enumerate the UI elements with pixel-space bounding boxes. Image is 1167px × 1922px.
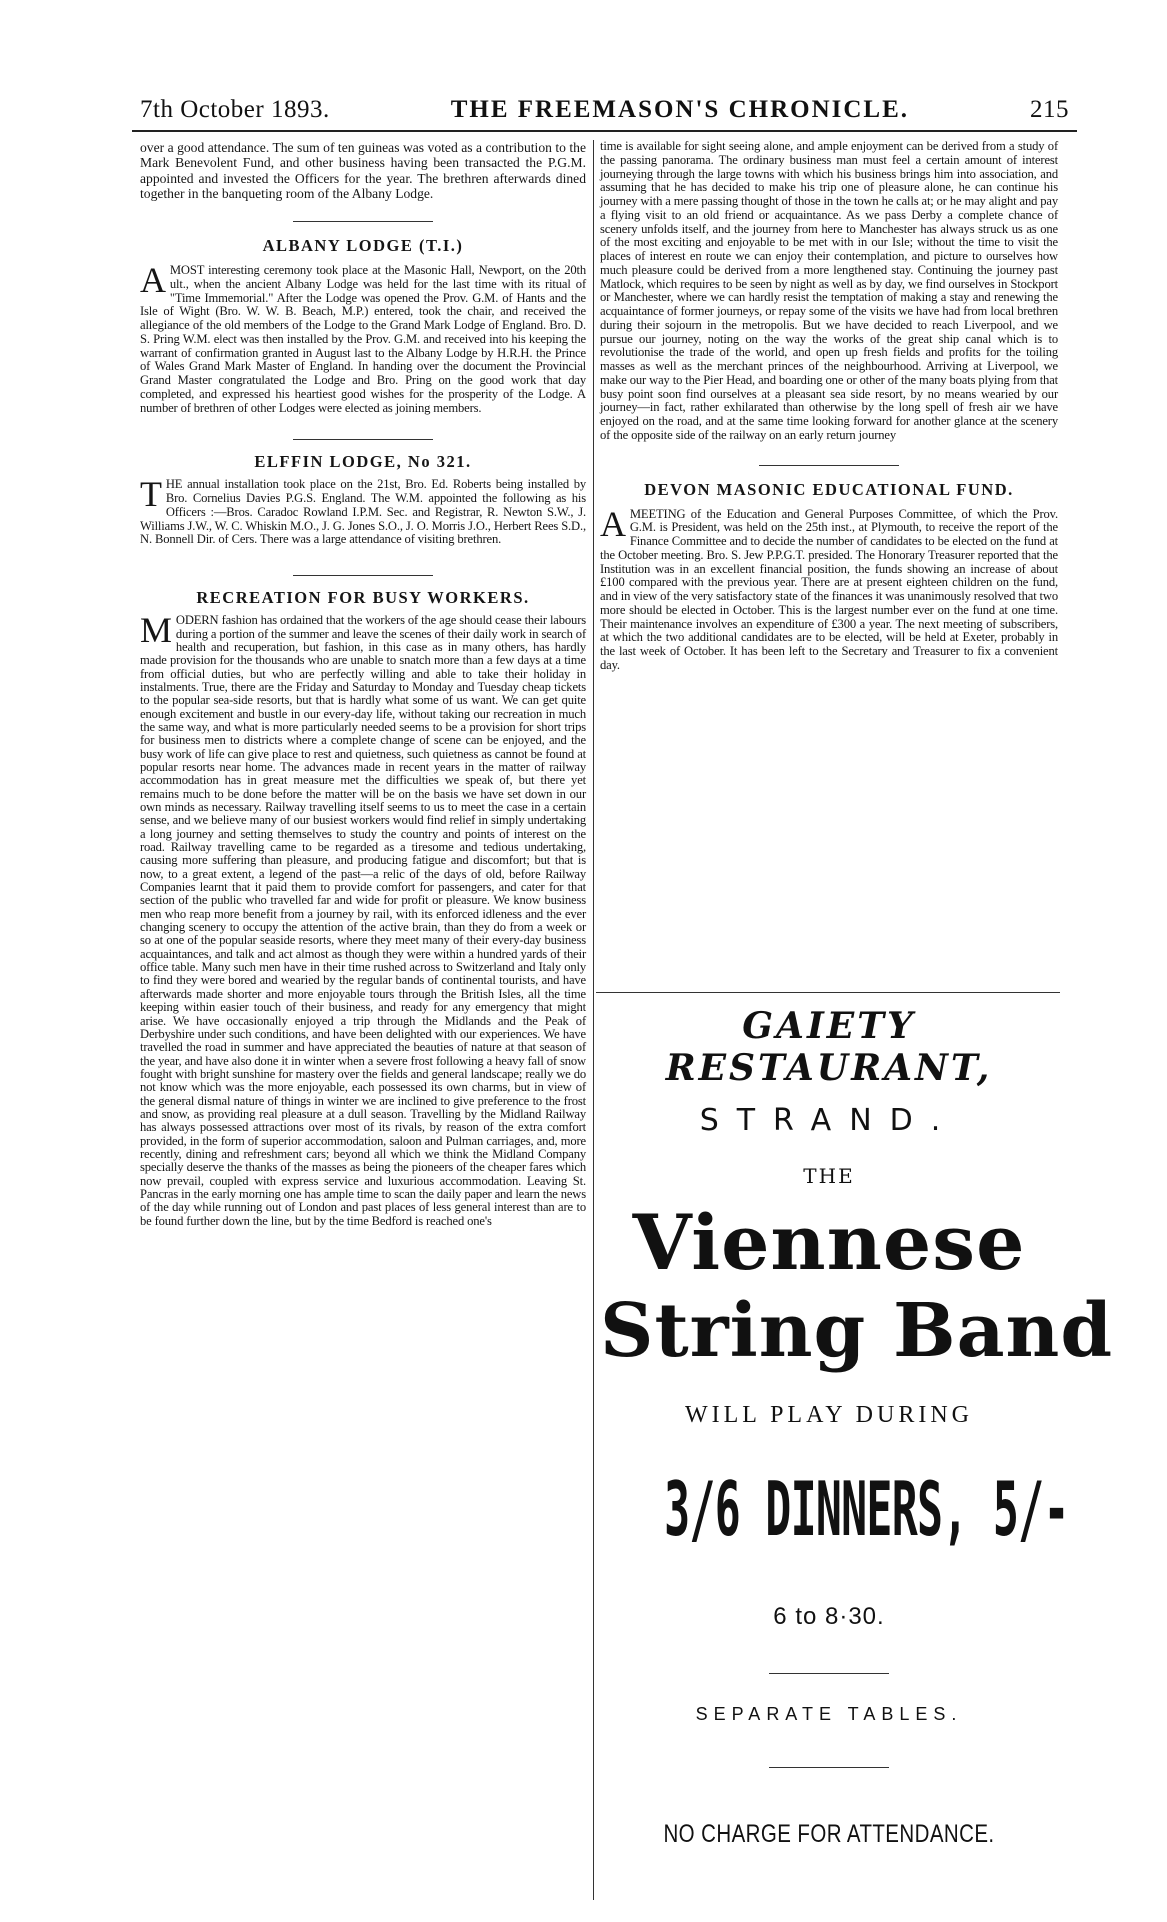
- header-rule: [132, 130, 1077, 132]
- masthead-title: THE FREEMASON'S CHRONICLE.: [450, 96, 910, 123]
- recreation-article: MODERN fashion has ordained that the workers of the age should cease their labours during a portion of the summer and leave the scenes of their daily work in search of health and recuperation, but fashion, in this case as in many others, has hardly made provision for the thousands who are unable to snatch more than a few days at a time from official duties, but who are perfectly willing and able to take their holiday in instalments. True, there are the Friday and Saturday to Monday and Tuesday cheap tickets to the popular sea-side resorts, but that is hardly what some of us want. We can get quite enough excitement and bustle in our every-day life, without taking our recreation in much the same way, and what is more particularly needed seems to be a provision for short trips for business men to districts where a complete change of scene can be enjoyed, and the busy work of life can give place to rest and quietness, such quietness as cannot be found at popular resorts near home. The advances made in recent years in the matter of railway accommodation has in great measure met the difficulties we speak of, but there yet remains much to be done before the matter will be on the basis we have set down in our own minds as necessary. Railway travelling itself seems to us to meet the case in a certain sense, and we believe many of our busiest workers would find relief in simply undertaking a long journey and setting themselves to study the country and points of interest on the road. Railway travelling came to be regarded as a tiresome and tedious undertaking, causing more suffering than pleasure, and producing fatigue and discomfort; but that is now, to a great extent, a legend of the past—a relic of the days of old, before Railway Companies learnt that it paid them to provide comfort for passengers, and cater for that section of the public who travelled far and wide for profit or pleasure. We know business men who reap more benefit from a journey by rail, with its enforced idleness and the ever changing scenery to occupy the attention of the active brain, than they do from a week or so at one of the popular seaside resorts, where they meet many of their every-day business acquaintances, and talk and act almost as though they were within a hundred yards of their office table. Many such men have in their time rushed across to Switzerland and Italy only to find they were bored and wearied by the regular bands of continental tourists, and have afterwards made shorter and more enjoyable tours through the British Isles, all the time keeping within easier touch of their business, and ready for any emergency that might arise. We have occasionally enjoyed a trip through the Midlands and the Peak of Derbyshire under such conditions, and have been delighted with our experiences. We have travelled the road in summer and have appreciated the beauties of nature at that season of the year, and have also done it in winter when a severe frost following a heavy fall of snow fought with bright sunshine for mastery over the fields and general landscape; really we do not know which was the more enjoyable, each possessed its own charms, but in view of the general dismal nature of things in winter we are inclined to give preference to the frost and snow, as providing real pleasure at a dull season. Travelling by the Midland Railway has always possessed attractions over most of its rivals, by reason of the extra comfort provided, in the form of superior accommodation, saloon and Pulman carriages, and, more recently, dining and refreshment cars; beyond all which we think the Midland Company specially deserve the thanks of the masses as being the pioneers of the cheaper fares which now prevail, coupled with express service and luxurious accommodation. Leaving St. Pancras in the early morning one has ample time to scan the daily paper and learn the news of the day while running out of London and past places of less general interest than are to be found further down the line, but by the time Bedford is reached one's: [140, 610, 586, 1228]
- advert-rule-short: [769, 1767, 889, 1768]
- mark-lodge-closing-paragraph: over a good attendance. The sum of ten guineas was voted as a contribution to the Mark Benevolent Fund, and other business having been transacted the P.G.M. appointed and invested the Officers for the year. The brethren afterwards dined together in the banqueting room of the Albany Lodge.: [140, 140, 586, 201]
- advert-string-band: String Band: [600, 1288, 1114, 1374]
- page-number: 215: [1030, 96, 1069, 123]
- advert-will-play: WILL PLAY DURING: [685, 1402, 973, 1428]
- advert-separate-tables: SEPARATE TABLES.: [695, 1704, 963, 1724]
- right-column: [600, 140, 1058, 673]
- section-rule: [293, 439, 433, 440]
- page-header: [140, 92, 1069, 128]
- left-column: [140, 140, 586, 1228]
- advert-location: STRAND.: [699, 1103, 959, 1138]
- column-divider: [593, 140, 594, 1900]
- advert-rule: [596, 992, 1060, 993]
- albany-lodge-heading: ALBANY LODGE (T.I.): [262, 236, 464, 256]
- advert-viennese: Viennese: [632, 1198, 1026, 1287]
- issue-date: 7th October 1893.: [140, 96, 330, 123]
- section-rule: [293, 575, 433, 576]
- section-rule: [293, 221, 433, 222]
- advert-times: 6 to 8·30.: [773, 1603, 885, 1630]
- elffin-lodge-heading: ELFFIN LODGE, No 321.: [254, 452, 472, 472]
- gaiety-restaurant-advert: [600, 1005, 1114, 1849]
- advert-no-charge: NO CHARGE FOR ATTENDANCE.: [663, 1820, 995, 1848]
- albany-lodge-article: AMOST interesting ceremony took place at the Masonic Hall, Newport, on the 20th ult., when the ancient Albany Lodge was held for the last time with its ritual of "Time Immemorial." After the Lodge was opened the Prov. G.M. of Hants and the Isle of Wight (Bro. W. W. B. Beach, M.P.) entered, took the chair, and received the allegiance of the old members of the Lodge to the Grand Mark Lodge of England. Bro. D. S. Pring W.M. elect was then installed by the Prov. G.M. and received into his keeping the warrant of confirmation granted in August last to the Albany Lodge by H.R.H. the Prince of Wales Grand Mark Master of England. In handing over the document the Provincial Grand Master congratulated the Lodge and Bro. Pring on the good work that day completed, and expressed his heartiest good wishes for the prosperity of the Lodge. A number of brethren of other Lodges were elected as joining members.: [140, 260, 586, 415]
- advert-the: THE: [803, 1164, 855, 1188]
- advert-restaurant-name: GAIETY RESTAURANT,: [665, 1005, 993, 1089]
- advert-rule-short: [769, 1673, 889, 1674]
- recreation-continued-paragraph: time is available for sight seeing alone, and ample enjoyment can be derived from a study of the passing panorama. The ordinary business man must feel a certain amount of interest journeying through the large towns with which his business brings him into association, and assuming that he has decided to make his trip one of pleasure alone, he can continue his journey with a mere passing thought of those in the town he calls at; or he may alight and pay a flying visit to an old friend or acquaintance. As we pass Derby a complete chance of scenery unfolds itself, and the journey from here to Manchester has always struck us as one of the most exciting and enjoyable to be met with in our Isle; without the time to visit the places of interest en route we can enjoy their contemplation, and picture to ourselves how much pleasure could be derived from a more lengthened stay. Continuing the journey past Matlock, which requires to be seen by night as well as by day, we find ourselves in Stockport or Manchester, where we can hardly resist the temptation of making a stay and renewing the acquaintance of former journeys, or repay some of the visits we have had from local brethren during their sojourn in the metropolis. But we have decided to reach Liverpool, and we pursue our journey, noting on the way the works of the great ship canal which is to revolutionise the trade of the world, and open up fresh fields and profits for the toiling masses as well as the merchant princes of the neighbourhood. Arriving at Liverpool, we make our way to the Pier Head, and boarding one or other of the many boats plying from that busy point soon find ourselves at a pleasant sea side resort, by no means wearied by our journey—in fact, rather exhilarated than otherwise by the long spell of fresh air we have enjoyed on the road, and at the same time looking forward for another glance at the scenery of the opposite side of the railway on an early return journey: [600, 139, 1058, 442]
- recreation-heading: RECREATION FOR BUSY WORKERS.: [196, 588, 530, 608]
- devon-fund-heading: DEVON MASONIC EDUCATIONAL FUND.: [644, 479, 1014, 499]
- section-rule: [759, 465, 899, 466]
- devon-fund-article: AMEETING of the Education and General Purposes Committee, of which the Prov. G.M. is President, was held on the 25th inst., at Plymouth, to receive the report of the Finance Committee and to decide the number of candidates to be elected on the fund at the October meeting. Bro. S. Jew P.P.G.T. presided. The Honorary Treasurer reported that the Institution was in an excellent financial position, the funds showing an increase of about £100 compared with the previous year. There are at present eighteen children on the fund, and in view of the very satisfactory state of the finances it was unanimously resolved that two more should be elected in October. This is the largest number ever on the fund at one time. Their maintenance involves an expenditure of £300 a year. The next meeting of subscribers, at which the two additional candidates are to be elected, will be held at Exeter, probably in the last week of October. It has been left to the Secretary and Treasurer to fix a convenient day.: [600, 503, 1058, 672]
- elffin-lodge-article: THE annual installation took place on the 21st, Bro. Ed. Roberts being installed by Bro. Cornelius Davies P.G.S. England. The W.M. appointed the following as his Officers :—Bros. Caradoc Rowland I.P.M. Sec. and Registrar, R. Newton S.W., J. Williams J.W., W. C. Whiskin M.O., J. G. Jones S.O., J. O. Morris J.O., Herbert Rees S.D., N. Bonnell Dir. of Cers. There was a large attendance of visiting brethren.: [140, 474, 586, 547]
- advert-dinners: 3/6 DINNERS, 5/-: [664, 1466, 1069, 1554]
